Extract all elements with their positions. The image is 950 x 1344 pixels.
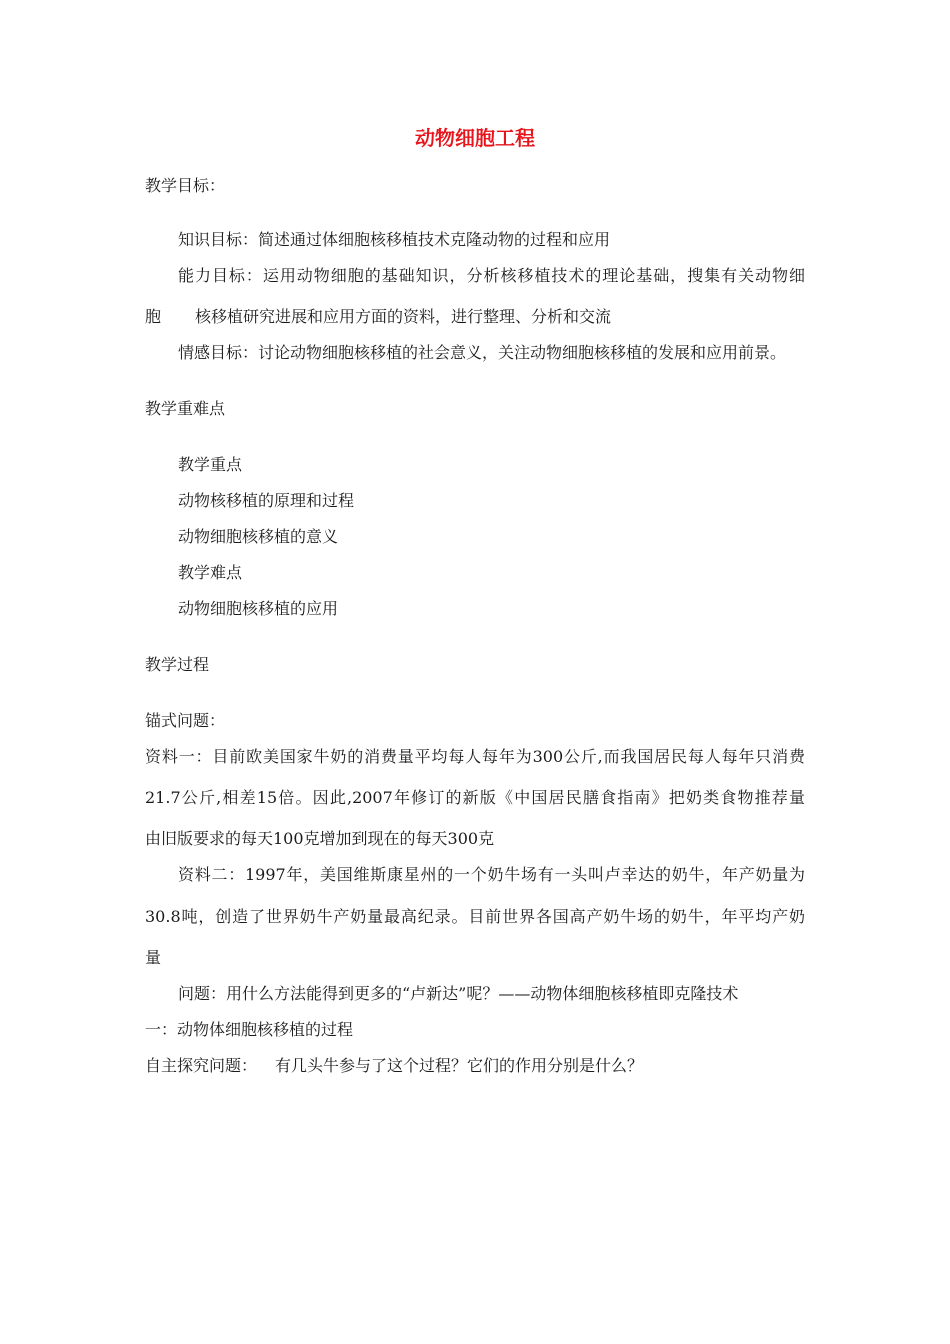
material1-line3: 由旧版要求的每天100克增加到现在的每天300克 xyxy=(145,829,495,848)
ability-objective-line1: 能力目标：运用动物细胞的基础知识，分析核移植技术的理论基础，搜集有关动物细 xyxy=(178,266,805,285)
material1-line1: 资料一：目前欧美国家牛奶的消费量平均每人每年为300公斤,而我国居民每人每年只消费 xyxy=(145,747,805,766)
self-explore-question: 有几头牛参与了这个过程？它们的作用分别是什么？ xyxy=(275,1056,644,1075)
key-point-item: 动物核移植的原理和过程 xyxy=(178,491,355,510)
material2-line1: 资料二：1997年，美国维斯康星州的一个奶牛场有一头叫卢幸达的奶牛，年产奶量为 xyxy=(178,865,805,884)
emotion-objective: 情感目标：讨论动物细胞核移植的社会意义，关注动物细胞核移植的发展和应用前景。 xyxy=(178,343,787,362)
key-points-heading: 教学重点 xyxy=(178,455,243,474)
section1-heading: 一：动物体细胞核移植的过程 xyxy=(145,1020,354,1039)
document-title: 动物细胞工程 xyxy=(415,126,535,150)
material2-line2: 30.8吨，创造了世界奶牛产奶量最高纪录。目前世界各国高产奶牛场的奶牛，年平均产奶 xyxy=(145,907,805,926)
self-explore-label: 自主探究问题： xyxy=(145,1056,258,1075)
difficult-points-heading: 教学难点 xyxy=(178,563,243,582)
material1-line2: 21.7公斤,相差15倍。因此,2007年修订的新版《中国居民膳食指南》把奶类食物推荐量 xyxy=(145,788,805,807)
key-point-item: 动物细胞核移植的意义 xyxy=(178,527,339,546)
guiding-question: 问题：用什么方法能得到更多的“卢新达”呢？——动物体细胞核移植即克隆技术 xyxy=(178,984,739,1003)
anchor-question-label: 锚式问题： xyxy=(145,711,226,730)
process-heading: 教学过程 xyxy=(145,655,210,674)
ability-objective-line2-head: 胞 xyxy=(145,307,162,326)
ability-objective-line2-tail: 核移植研究进展和应用方面的资料，进行整理、分析和交流 xyxy=(195,307,612,326)
key-difficult-heading: 教学重难点 xyxy=(145,399,226,418)
ability-objective-line2 xyxy=(145,307,611,327)
objectives-heading: 教学目标： xyxy=(145,176,226,195)
self-explore-question-line xyxy=(145,1056,643,1076)
difficult-point-item: 动物细胞核移植的应用 xyxy=(178,599,339,618)
material2-line3: 量 xyxy=(145,948,162,967)
knowledge-objective: 知识目标：简述通过体细胞核移植技术克隆动物的过程和应用 xyxy=(178,230,611,249)
